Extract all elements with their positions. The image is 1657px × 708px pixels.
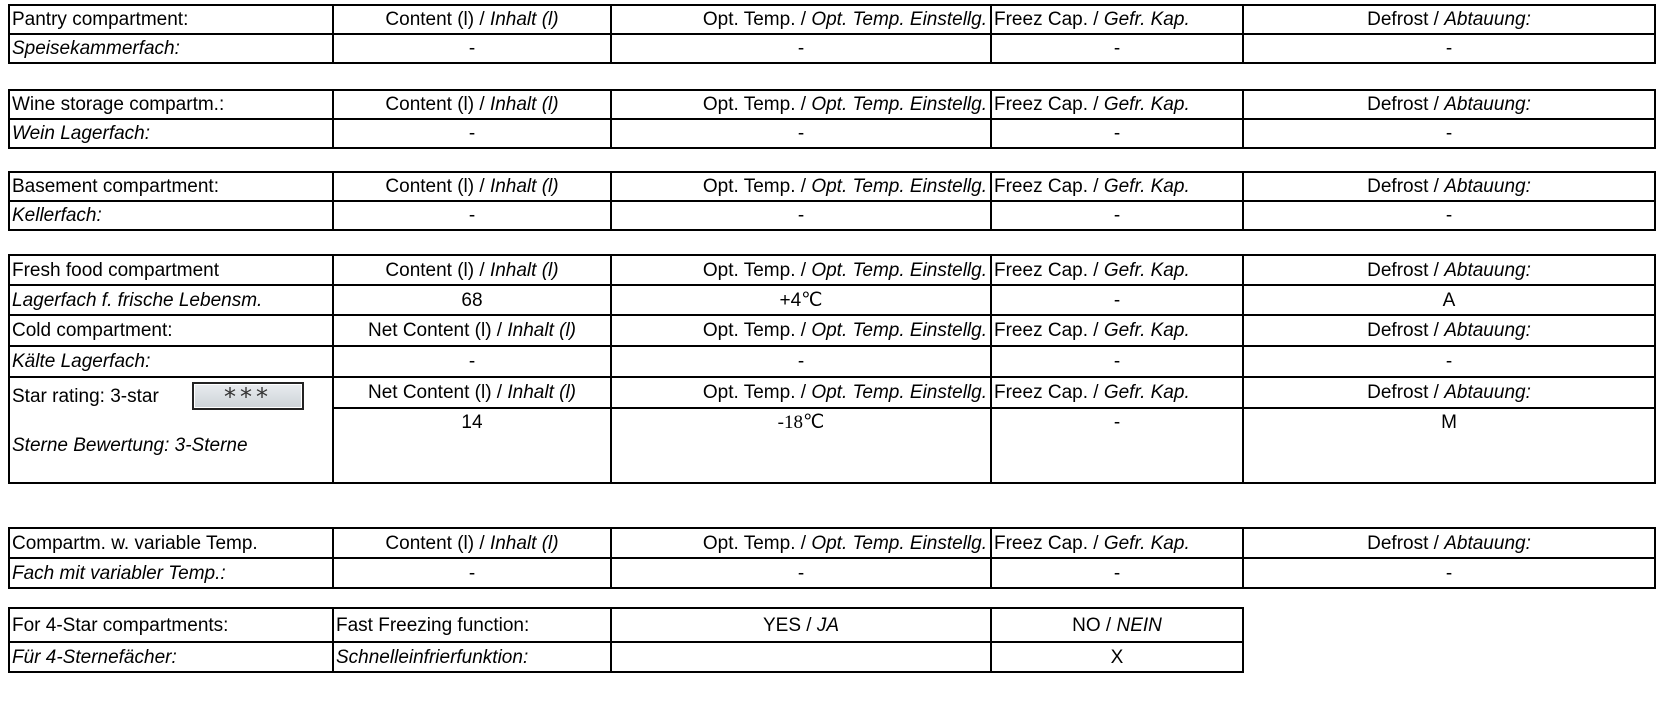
content-header: Content (l) / Inhalt (l) [333, 255, 611, 285]
defrost-header: Defrost / Abtauung: [1243, 255, 1655, 285]
no-header: NO / NEIN [991, 608, 1243, 642]
three-star-icon: *** [192, 382, 304, 410]
temp-value: - [611, 558, 991, 588]
pantry-table [8, 4, 1654, 64]
star-rating-label-de: Sterne Bewertung: 3-Sterne [12, 435, 248, 456]
freez-value: - [991, 346, 1243, 377]
temp-value: - [611, 34, 991, 63]
defrost-header: Defrost / Abtauung: [1243, 528, 1655, 558]
freez-header: Freez Cap. / Gefr. Kap. [991, 315, 1243, 346]
star-rating-cell [9, 377, 333, 483]
defrost-header: Defrost / Abtauung: [1243, 377, 1655, 408]
content-header: Content (l) / Inhalt (l) [333, 172, 611, 201]
defrost-value: - [1243, 346, 1655, 377]
compartment-label-de: Fach mit variabler Temp.: [9, 558, 333, 588]
temp-header: Opt. Temp. / Opt. Temp. Einstellg. [611, 172, 991, 201]
content-header: Net Content (l) / Inhalt (l) [333, 315, 611, 346]
compartment-label-de: Speisekammerfach: [9, 34, 333, 63]
temp-value: - [611, 346, 991, 377]
temp-value: -18℃ [611, 408, 991, 483]
defrost-header: Defrost / Abtauung: [1243, 5, 1655, 34]
freez-header: Freez Cap. / Gefr. Kap. [991, 172, 1243, 201]
fast-freezing-table [8, 607, 1244, 673]
freez-value: - [991, 119, 1243, 148]
freez-header: Freez Cap. / Gefr. Kap. [991, 5, 1243, 34]
content-value: - [333, 558, 611, 588]
temp-value: - [611, 201, 991, 230]
content-header: Content (l) / Inhalt (l) [333, 90, 611, 119]
wine-table [8, 89, 1654, 149]
freez-value: - [991, 201, 1243, 230]
content-header: Content (l) / Inhalt (l) [333, 5, 611, 34]
temp-header: Opt. Temp. / Opt. Temp. Einstellg. [611, 315, 991, 346]
compartment-label-de: Lagerfach f. frische Lebensm. [9, 285, 333, 315]
defrost-value: - [1243, 201, 1655, 230]
star-rating-label: Star rating: 3-star [12, 385, 159, 407]
compartment-label-de: Wein Lagerfach: [9, 119, 333, 148]
temp-header: Opt. Temp. / Opt. Temp. Einstellg. [611, 528, 991, 558]
basement-table [8, 171, 1654, 231]
content-value: - [333, 201, 611, 230]
freez-header: Freez Cap. / Gefr. Kap. [991, 377, 1243, 408]
compartment-label: Fresh food compartment [9, 255, 333, 285]
freez-value: - [991, 558, 1243, 588]
temp-header: Opt. Temp. / Opt. Temp. Einstellg. [611, 5, 991, 34]
no-value: X [991, 642, 1243, 672]
yes-header: YES / JA [611, 608, 991, 642]
compartment-label: Wine storage compartm.: [9, 90, 333, 119]
fast-freezing-label: Fast Freezing function: [333, 608, 611, 642]
content-header: Net Content (l) / Inhalt (l) [333, 377, 611, 408]
compartment-label: Cold compartment: [9, 315, 333, 346]
defrost-header: Defrost / Abtauung: [1243, 90, 1655, 119]
temp-header: Opt. Temp. / Opt. Temp. Einstellg. [611, 90, 991, 119]
freez-header: Freez Cap. / Gefr. Kap. [991, 528, 1243, 558]
defrost-header: Defrost / Abtauung: [1243, 315, 1655, 346]
defrost-value: - [1243, 119, 1655, 148]
content-value: - [333, 119, 611, 148]
temp-header: Opt. Temp. / Opt. Temp. Einstellg. [611, 255, 991, 285]
freez-value: - [991, 408, 1243, 483]
freez-header: Freez Cap. / Gefr. Kap. [991, 90, 1243, 119]
defrost-header: Defrost / Abtauung: [1243, 172, 1655, 201]
temp-value: - [611, 119, 991, 148]
four-star-label-de: Für 4-Sternefächer: [9, 642, 333, 672]
content-value: 14 [333, 408, 611, 483]
defrost-value: M [1243, 408, 1655, 483]
defrost-value: A [1243, 285, 1655, 315]
content-value: - [333, 34, 611, 63]
temp-value: +4℃ [611, 285, 991, 315]
freez-value: - [991, 34, 1243, 63]
freez-value: - [991, 285, 1243, 315]
fresh-cold-star-table [8, 254, 1654, 484]
content-value: - [333, 346, 611, 377]
fast-freezing-label-de: Schnelleinfrierfunktion: [333, 642, 611, 672]
defrost-value: - [1243, 34, 1655, 63]
freez-header: Freez Cap. / Gefr. Kap. [991, 255, 1243, 285]
compartment-label: Compartm. w. variable Temp. [9, 528, 333, 558]
compartment-label-de: Kellerfach: [9, 201, 333, 230]
content-value: 68 [333, 285, 611, 315]
temp-header: Opt. Temp. / Opt. Temp. Einstellg. [611, 377, 991, 408]
compartment-label: Pantry compartment: [9, 5, 333, 34]
content-header: Content (l) / Inhalt (l) [333, 528, 611, 558]
variable-temp-table [8, 527, 1654, 589]
four-star-label: For 4-Star compartments: [9, 608, 333, 642]
yes-value [611, 642, 991, 672]
compartment-label: Basement compartment: [9, 172, 333, 201]
defrost-value: - [1243, 558, 1655, 588]
compartment-label-de: Kälte Lagerfach: [9, 346, 333, 377]
